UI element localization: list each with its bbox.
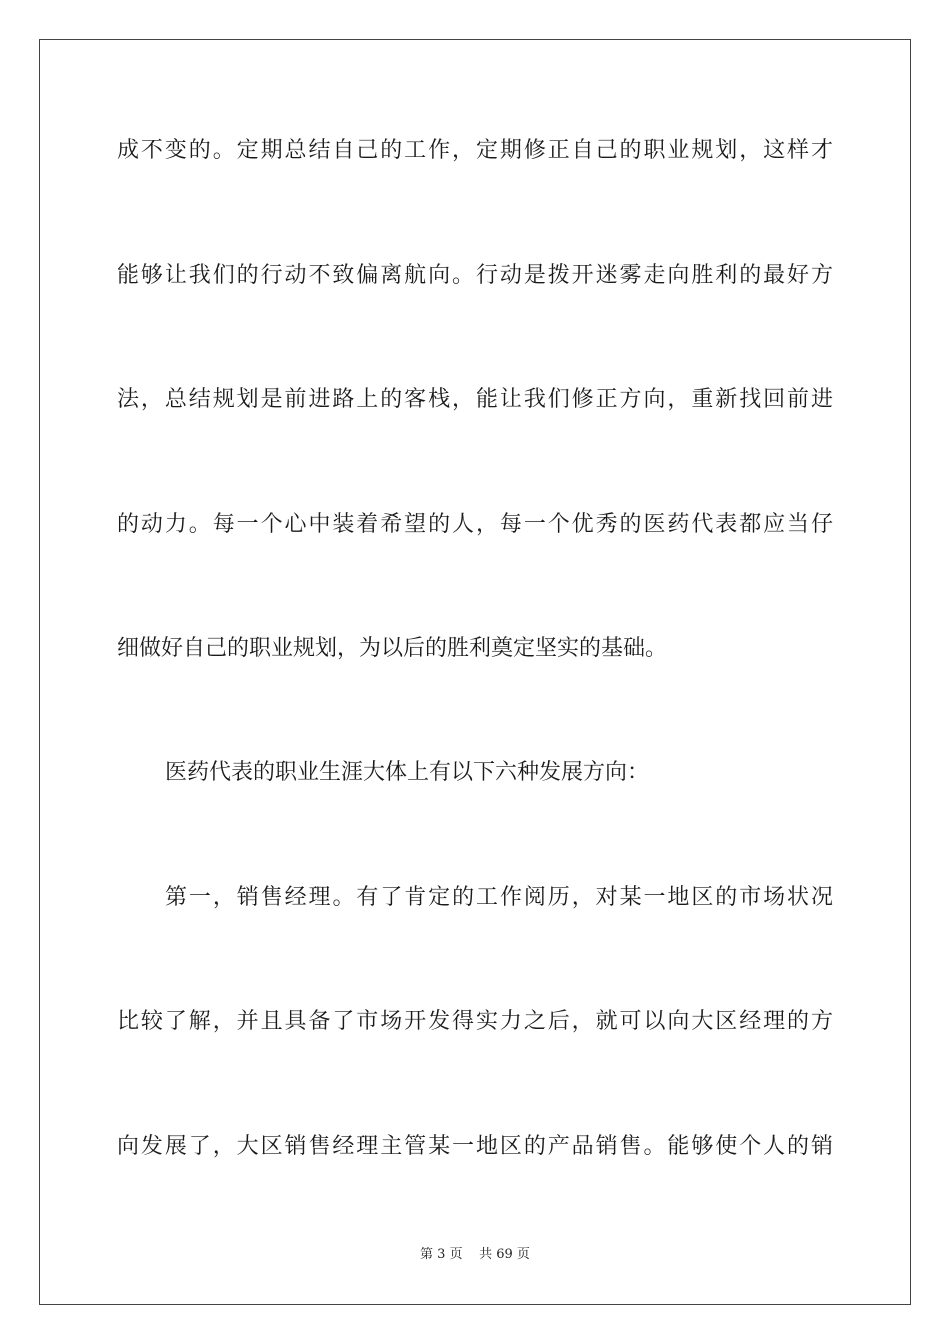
- paragraph-intro: 医药代表的职业生涯大体上有以下六种发展方向：: [165, 760, 650, 785]
- text-line: 能够让我们的行动不致偏离航向。行动是拨开迷雾走向胜利的最好方: [117, 263, 833, 288]
- page-number: 第 3 页: [420, 1247, 463, 1262]
- text-line: 的动力。每一个心中装着希望的人，每一个优秀的医药代表都应当仔: [117, 512, 833, 537]
- page-border: [39, 39, 911, 1305]
- paragraph-first-line: 第一，销售经理。有了肯定的工作阅历，对某一地区的市场状况: [165, 885, 833, 910]
- page-footer: [0, 1246, 950, 1264]
- text-line: 细做好自己的职业规划，为以后的胜利奠定坚实的基础。: [117, 636, 668, 661]
- text-line: 比较了解，并且具备了市场开发得实力之后，就可以向大区经理的方: [117, 1009, 833, 1034]
- total-pages: 共 69 页: [479, 1247, 530, 1262]
- text-line: 向发展了，大区销售经理主管某一地区的产品销售。能够使个人的销: [117, 1134, 833, 1159]
- text-line: 法，总结规划是前进路上的客栈，能让我们修正方向，重新找回前进: [117, 387, 833, 412]
- text-line: 成不变的。定期总结自己的工作，定期修正自己的职业规划，这样才: [117, 138, 833, 163]
